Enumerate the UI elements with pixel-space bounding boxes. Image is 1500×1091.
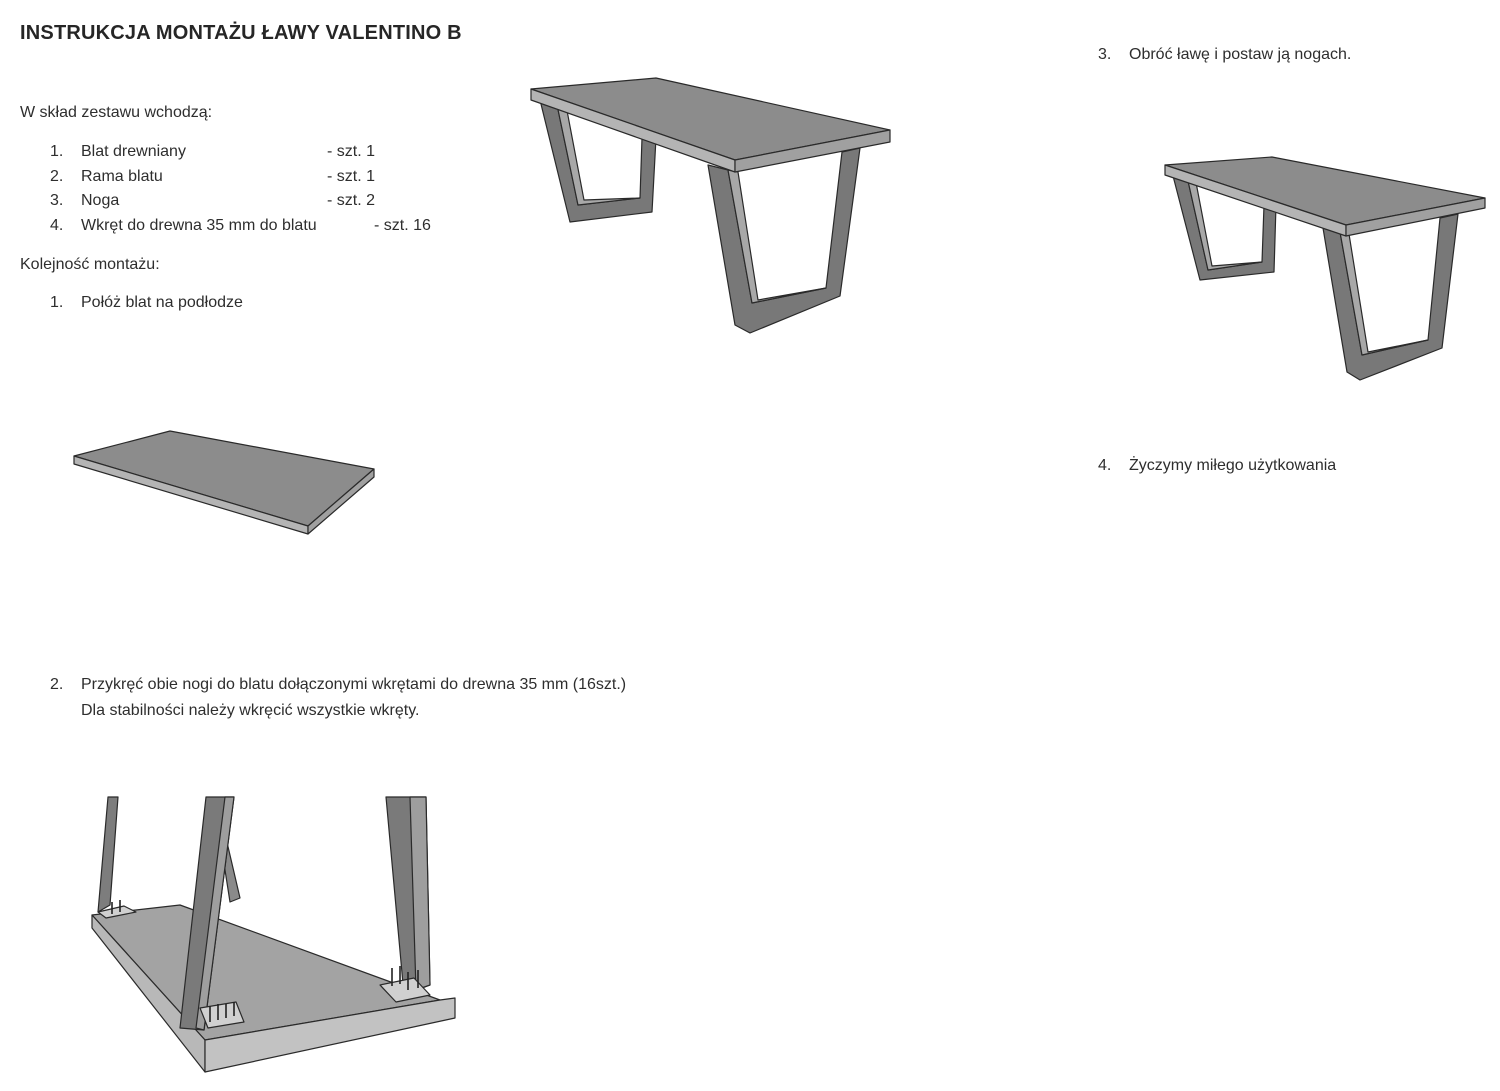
step-text: Połóż blat na podłodze — [81, 294, 243, 311]
item-label: Rama blatu — [81, 167, 163, 185]
item-number: 4. — [50, 216, 64, 234]
item-label: Noga — [81, 192, 120, 209]
step-number: 4. — [1098, 457, 1112, 474]
item-label: Blat drewniany — [81, 143, 186, 160]
step-number: 3. — [1098, 46, 1112, 63]
item-quantity: - szt. 1 — [327, 143, 376, 160]
order-heading: Kolejność montażu: — [20, 256, 160, 273]
step-number: 2. — [50, 676, 64, 693]
leg-front-right — [386, 797, 430, 995]
step-text: Życzymy miłego użytkowania — [1129, 457, 1337, 474]
item-quantity: - szt. 2 — [327, 192, 376, 209]
step-number: 1. — [50, 294, 64, 311]
item-quantity: - szt. 1 — [327, 167, 376, 185]
step-text: Obróć ławę i postaw ją nogach. — [1129, 46, 1352, 63]
step-text-line-2: Dla stabilności należy wkręcić wszystkie wkręty. — [81, 702, 420, 719]
kit-heading: W skład zestawu wchodzą: — [20, 104, 213, 121]
step-text: Przykręć obie nogi do blatu dołączonymi wkrętami do drewna 35 mm (16szt.) — [81, 676, 627, 693]
item-number: 1. — [50, 143, 64, 160]
document-title: INSTRUKCJA MONTAŻU ŁAWY VALENTINO B — [20, 22, 462, 44]
item-quantity: - szt. 16 — [374, 216, 431, 234]
item-number: 3. — [50, 192, 64, 209]
item-number: 2. — [50, 167, 64, 185]
item-label: Wkręt do drewna 35 mm do blatu — [81, 216, 317, 234]
